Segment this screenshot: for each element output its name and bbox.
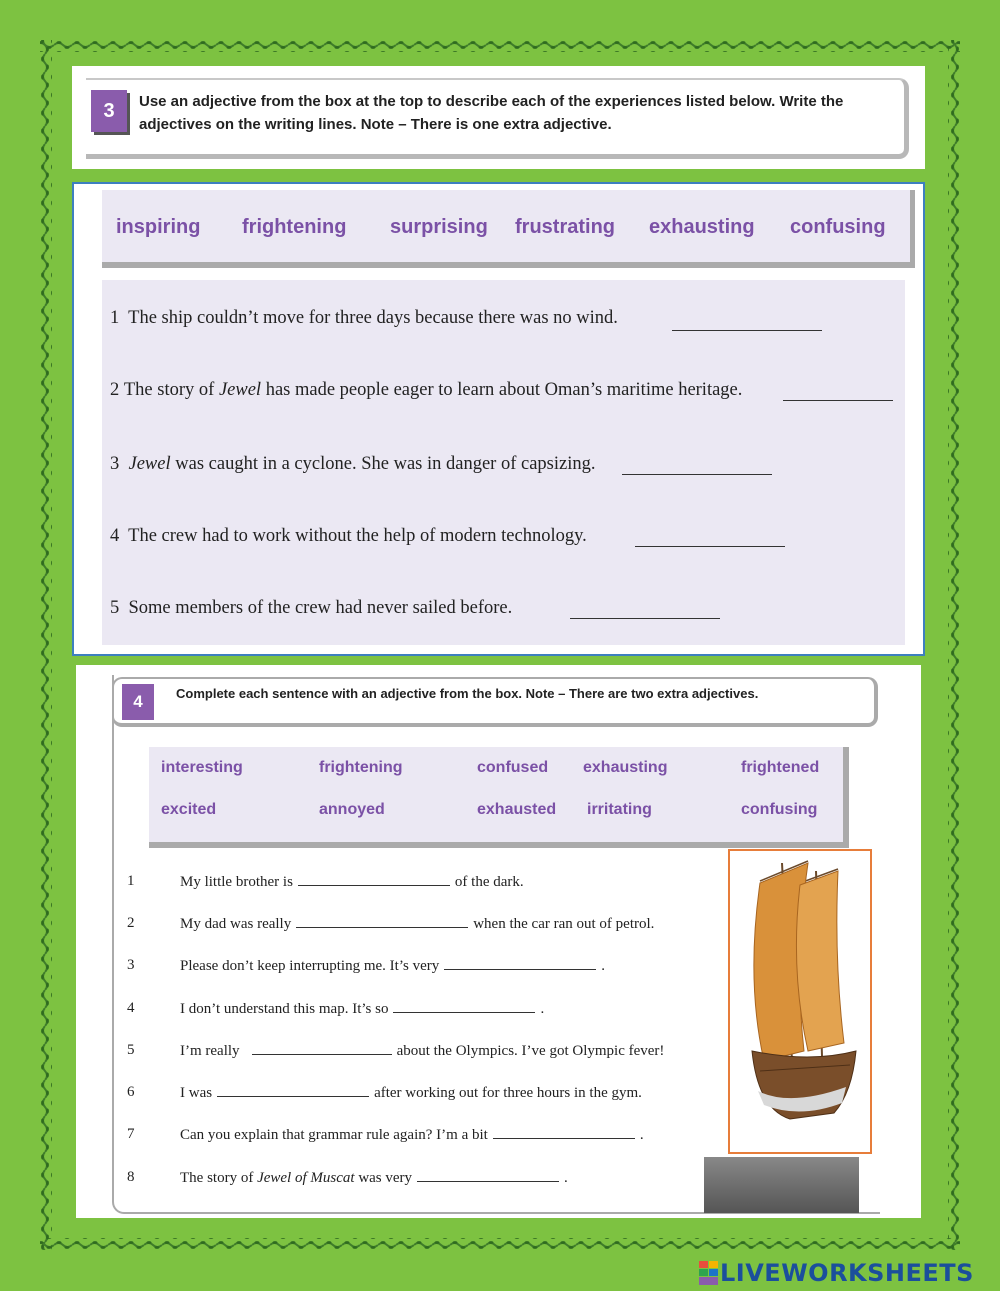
- sentence-2: [110, 380, 742, 401]
- answer-blank-2[interactable]: [296, 915, 468, 928]
- item-4: [180, 1000, 544, 1018]
- sentence-1: [110, 308, 618, 329]
- exercise-4-word-box: [149, 747, 849, 848]
- item-text: Can you explain that grammar rule again? I’m a bit: [180, 1127, 488, 1143]
- ship-image: [728, 849, 872, 1154]
- word-irritating: irritating: [587, 801, 652, 818]
- exercise-3-header-panel: [72, 66, 925, 169]
- word-frightening: frightening: [242, 216, 347, 238]
- answer-blank-5[interactable]: [252, 1042, 392, 1055]
- answer-line-4[interactable]: [635, 546, 785, 547]
- word-inspiring: inspiring: [116, 216, 201, 238]
- sentence-italic: Jewel: [128, 454, 171, 474]
- word-confusing: confusing: [790, 216, 886, 238]
- item-1: [180, 873, 524, 891]
- item-text: I don’t understand this map. It’s so: [180, 1001, 389, 1017]
- item-text-end: .: [639, 1127, 644, 1143]
- item-text-end: after working out for three hours in the gym.: [374, 1085, 642, 1101]
- word-interesting: interesting: [161, 759, 243, 776]
- sentence-text: The story of: [123, 380, 219, 400]
- item-number: 8: [127, 1169, 135, 1185]
- word-confusing: confusing: [741, 801, 818, 818]
- item-number: 6: [127, 1084, 135, 1100]
- exercise-4-number: 4: [122, 684, 154, 720]
- answer-blank-3[interactable]: [444, 957, 596, 970]
- item-italic: Jewel of Muscat: [257, 1170, 355, 1186]
- answer-blank-6[interactable]: [217, 1084, 369, 1097]
- word-exhausted: exhausted: [477, 801, 557, 818]
- exercise-3-panel: [72, 182, 925, 656]
- sentence-text: Some members of the crew had never sailed before.: [128, 598, 513, 618]
- dhow-ship-icon: [730, 851, 870, 1152]
- item-number: 1: [127, 873, 135, 889]
- exercise-4-instruction: Complete each sentence with an adjective from the box. Note – There are two extra adjectives.: [176, 686, 759, 701]
- sentence-number: 1: [110, 308, 120, 328]
- word-confused: confused: [477, 759, 549, 776]
- sentence-4: [110, 526, 587, 547]
- sentence-italic: Jewel: [218, 380, 262, 400]
- item-text-end: when the car ran out of petrol.: [473, 916, 655, 932]
- item-text-end: .: [564, 1170, 568, 1186]
- logo-text: LIVEWORKSHEETS: [720, 1259, 974, 1287]
- answer-line-1[interactable]: [672, 330, 822, 331]
- exercise-3-word-box: [102, 190, 915, 268]
- word-annoyed: annoyed: [319, 801, 385, 818]
- sentence-number: 5: [110, 598, 120, 618]
- answer-blank-4[interactable]: [393, 1000, 535, 1013]
- exercise-4-header: [112, 677, 878, 727]
- answer-blank-7[interactable]: [493, 1126, 635, 1139]
- item-text-end: .: [540, 1001, 545, 1017]
- item-number: 3: [127, 957, 135, 973]
- exercise-4-panel: [76, 665, 921, 1218]
- item-number: 7: [127, 1126, 135, 1142]
- item-number: 5: [127, 1042, 135, 1058]
- sentence-3: [110, 454, 595, 475]
- word-exhausting: exhausting: [583, 759, 668, 776]
- answer-line-3[interactable]: [622, 474, 772, 475]
- sentence-text-post: was caught in a cyclone. She was in danger of capsizing.: [170, 454, 596, 474]
- item-text-end: about the Olympics. I’ve got Olympic fever!: [396, 1043, 665, 1059]
- item-text: The story of: [180, 1170, 254, 1186]
- word-excited: excited: [161, 801, 217, 818]
- live-blocks-icon: [698, 1260, 720, 1286]
- sentence-text: The ship couldn’t move for three days because there was no wind.: [128, 308, 618, 328]
- item-6: [180, 1084, 642, 1102]
- item-2: [180, 915, 654, 933]
- item-text: My dad was really: [180, 916, 292, 932]
- word-exhausting: exhausting: [649, 216, 755, 238]
- liveworksheets-logo: [698, 1258, 974, 1288]
- item-number: 4: [127, 1000, 135, 1016]
- word-surprising: surprising: [390, 216, 488, 238]
- item-text-end: of the dark.: [454, 874, 524, 890]
- item-8: [180, 1169, 568, 1187]
- sentence-number: 2: [110, 380, 120, 400]
- sentence-text: The crew had to work without the help of modern technology.: [128, 526, 587, 546]
- word-frightening: frightening: [319, 759, 403, 776]
- sentence-5: [110, 598, 512, 619]
- exercise-3-number: 3: [91, 90, 127, 132]
- item-text: My little brother is: [180, 874, 293, 890]
- item-text: Please don’t keep interrupting me. It’s very: [180, 958, 440, 974]
- exercise-3-header: [86, 78, 909, 159]
- sentence-number: 3: [110, 454, 120, 474]
- item-text: I was: [180, 1085, 213, 1101]
- photo-thumbnail: [704, 1157, 859, 1213]
- answer-line-5[interactable]: [570, 618, 720, 619]
- item-number: 2: [127, 915, 135, 931]
- item-5: [180, 1042, 664, 1060]
- exercise-3-sentences: [102, 280, 905, 645]
- word-frustrating: frustrating: [515, 216, 615, 238]
- answer-line-2[interactable]: [783, 400, 893, 401]
- item-3: [180, 957, 605, 975]
- item-text-end: .: [601, 958, 605, 974]
- sentence-number: 4: [110, 526, 120, 546]
- exercise-3-instruction: Use an adjective from the box at the top to describe each of the experiences listed below. Write the adjectives on the writing lines. Note – There is one extra adjective.: [139, 93, 844, 133]
- answer-blank-8[interactable]: [417, 1169, 559, 1182]
- item-text: I’m really: [180, 1043, 240, 1059]
- sentence-text-post: has made people eager to learn about Oman’s maritime heritage.: [261, 380, 743, 400]
- item-7: [180, 1126, 644, 1144]
- answer-blank-1[interactable]: [298, 873, 450, 886]
- word-frightened: frightened: [741, 759, 820, 776]
- item-text-mid: was very: [358, 1170, 413, 1186]
